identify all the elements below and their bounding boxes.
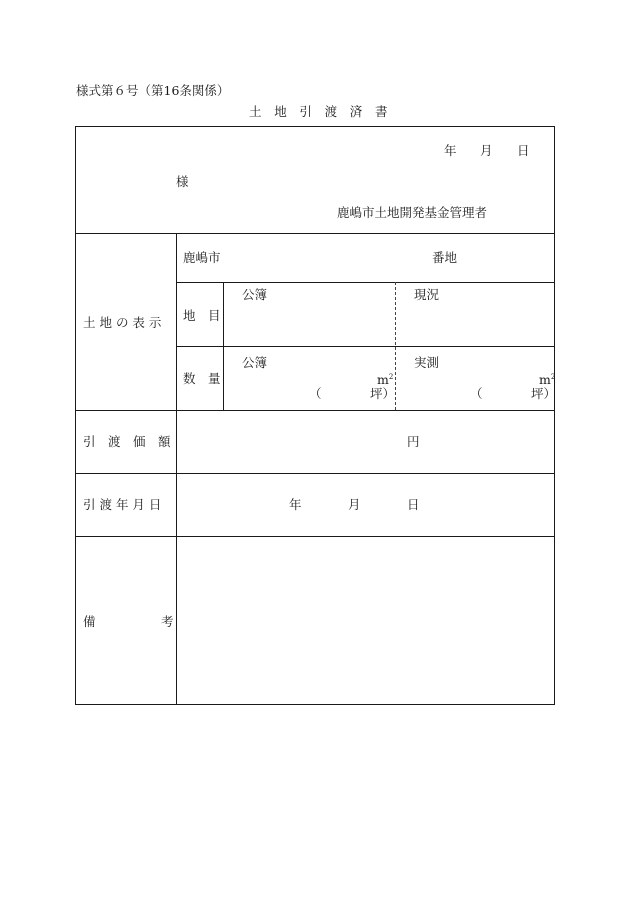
- issuer-name: 鹿嶋市土地開発基金管理者: [337, 205, 488, 220]
- banchi-label: 番地: [432, 250, 458, 265]
- date-year-label: 年: [444, 143, 457, 158]
- suryo-kobo-label: 公簿: [242, 355, 268, 370]
- remarks-label-left: 備: [83, 614, 96, 629]
- city-label: 鹿嶋市: [183, 250, 221, 265]
- form-number: 様式第６号（第16条関係）: [76, 83, 230, 98]
- rule-top-section: [75, 233, 555, 234]
- rule-dashed-divider: [395, 282, 396, 410]
- rule-price-row: [75, 473, 555, 474]
- kobo-tsubo-unit: 坪）: [370, 386, 396, 401]
- chimoku-genkyo-label: 現況: [414, 287, 440, 302]
- rule-date-row: [75, 536, 555, 537]
- handover-month-label: 月: [348, 497, 361, 512]
- handover-year-label: 年: [289, 497, 302, 512]
- rule-chimoku-row: [176, 346, 555, 347]
- document-title: 土 地 引 渡 済 書: [249, 104, 388, 119]
- jissoku-tsubo-unit: 坪）: [531, 386, 557, 401]
- jissoku-area-unit: $m^2$: [539, 372, 556, 388]
- land-display-label: 土 地 の 表 示: [83, 315, 162, 330]
- remarks-label-right: 考: [161, 614, 174, 629]
- handover-day-label: 日: [407, 497, 420, 512]
- yen-unit: 円: [407, 434, 420, 449]
- addressee-suffix: 様: [176, 174, 189, 189]
- chimoku-kobo-label: 公簿: [242, 287, 268, 302]
- kobo-area-unit: $m^2$: [377, 372, 394, 388]
- date-month-label: 月: [480, 143, 493, 158]
- rule-sublabel-column: [223, 282, 224, 410]
- handover-price-label: 引 渡 価 額: [83, 434, 171, 449]
- handover-date-label: 引 渡 年 月 日: [83, 497, 162, 512]
- kobo-tsubo-open-paren: （: [309, 386, 322, 401]
- rule-land-section: [75, 410, 555, 411]
- suryo-jissoku-label: 実測: [414, 355, 440, 370]
- chimoku-label: 地 目: [183, 308, 221, 323]
- rule-city-row: [176, 282, 555, 283]
- suryo-label: 数 量: [183, 371, 221, 386]
- jissoku-tsubo-open-paren: （: [470, 386, 483, 401]
- date-day-label: 日: [517, 143, 530, 158]
- rule-label-column: [176, 233, 177, 705]
